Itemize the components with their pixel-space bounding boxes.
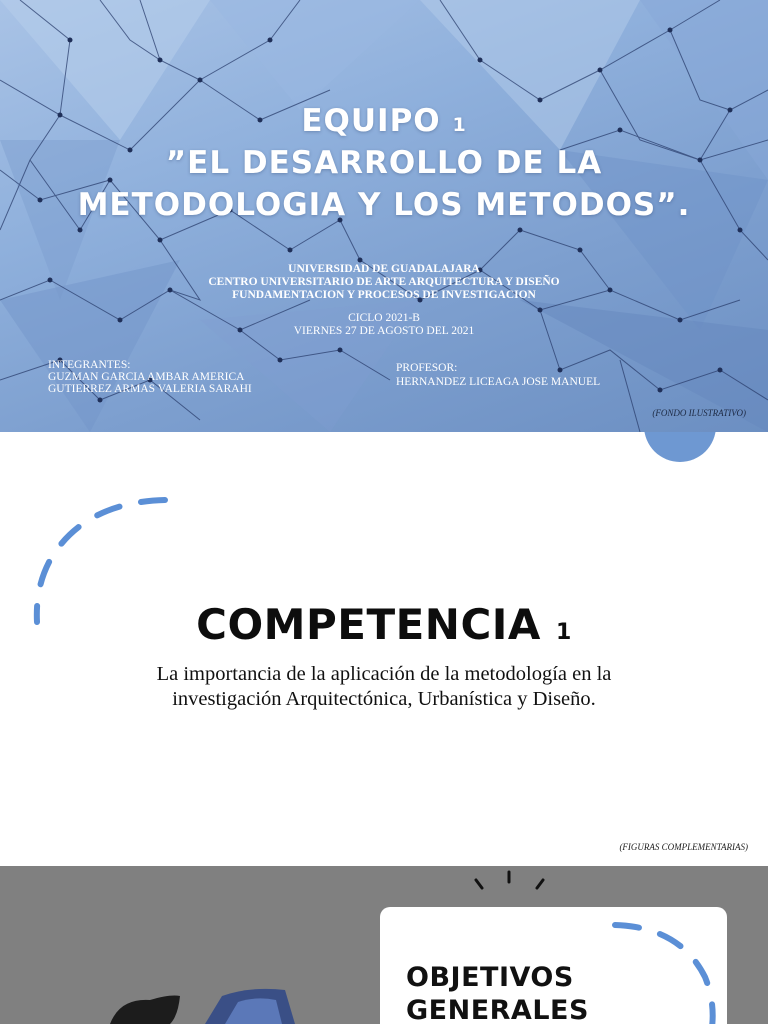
competence-description: [0, 662, 768, 712]
competence-slide: [0, 432, 768, 866]
institution-line3: FUNDAMENTACION Y PROCESOS DE INVESTIGACION: [232, 289, 536, 301]
megaphone-illustration: [0, 866, 768, 1024]
professor-block: [396, 361, 600, 389]
competence-title: COMPETENCIA 1: [196, 600, 572, 649]
slide-title-number: 1: [452, 114, 467, 136]
member-2: GUTIERREZ ARMAS VALERIA SARAHI: [48, 383, 252, 395]
competence-text-line2: investigación Arquitectónica, Urbanística y Diseño.: [172, 688, 596, 710]
decorative-circle: [644, 432, 716, 462]
slide-title-line2: ”EL DESARROLLO DE LA: [165, 145, 603, 181]
members-block: [48, 359, 252, 395]
member-1: GUZMAN GARCIA AMBAR AMERICA: [48, 371, 245, 383]
objectives-title-line2: GENERALES: [406, 995, 589, 1024]
institution-line2: CENTRO UNIVERSITARIO DE ARTE ARQUITECTURA Y DISEÑO: [208, 276, 560, 288]
objectives-slide: [0, 866, 768, 1024]
slide-title-line1: EQUIPO 1: [301, 103, 467, 139]
competence-number: 1: [556, 620, 572, 645]
title-slide: [0, 0, 768, 432]
institution-line1: UNIVERSIDAD DE GUADALAJARA: [288, 263, 480, 275]
competence-text-line1: La importancia de la aplicación de la metodología en la: [156, 663, 612, 685]
members-label: INTEGRANTES:: [48, 359, 131, 371]
professor-name: HERNANDEZ LICEAGA JOSE MANUEL: [396, 376, 601, 388]
slide-title-line3: METODOLOGIA Y LOS METODOS”.: [77, 187, 691, 223]
date-text: VIERNES 27 DE AGOSTO DEL 2021: [293, 325, 475, 337]
illustrative-background-note: (FONDO ILUSTRATIVO): [652, 408, 746, 418]
professor-label: PROFESOR:: [396, 362, 458, 374]
cycle-text: CICLO 2021-B: [348, 312, 420, 324]
objectives-title-line1: OBJETIVOS: [406, 962, 574, 993]
complementary-figures-note: (FIGURAS COMPLEMENTARIAS): [619, 842, 748, 852]
